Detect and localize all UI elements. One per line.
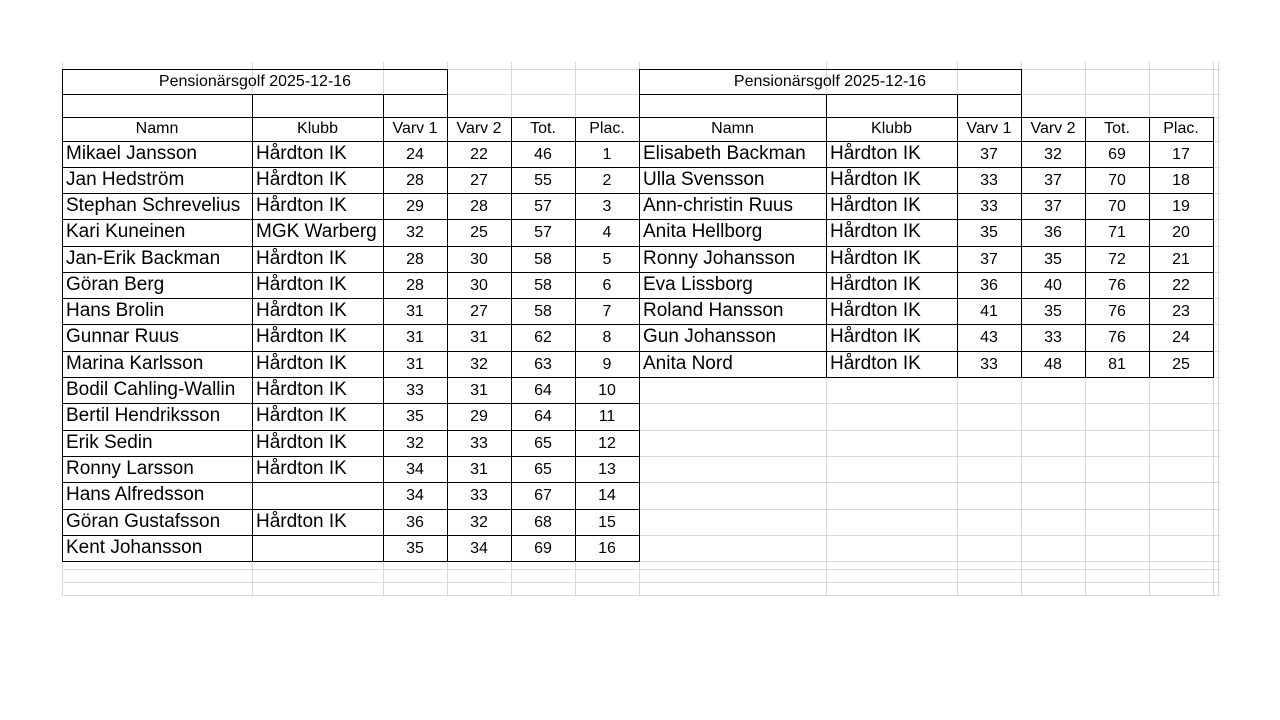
- header-klubb: Klubb: [871, 120, 912, 137]
- player-name: Ulla Svensson: [643, 169, 765, 190]
- cell-border: [639, 351, 1214, 352]
- header-varv1: Varv 1: [392, 120, 438, 137]
- placement: 22: [1172, 277, 1190, 294]
- player-name: Hans Brolin: [66, 300, 165, 321]
- total-score: 58: [534, 251, 552, 268]
- header-namn: Namn: [711, 120, 754, 137]
- varv2-score: 36: [1044, 224, 1062, 241]
- placement: 11: [598, 408, 616, 425]
- placement: 9: [602, 356, 612, 373]
- varv2-score: 30: [470, 277, 488, 294]
- varv2-score: 32: [1044, 146, 1062, 163]
- cell-border: [826, 94, 827, 378]
- cell-border: [639, 272, 1214, 273]
- cell-border: [575, 117, 576, 562]
- cell-border: [62, 456, 640, 457]
- cell-border: [62, 141, 640, 142]
- placement: 4: [602, 224, 612, 241]
- varv2-score: 27: [470, 303, 488, 320]
- player-club: Hårdton IK: [830, 274, 921, 295]
- player-club: Hårdton IK: [830, 169, 921, 190]
- cell-border: [447, 117, 448, 562]
- varv2-score: 37: [1044, 172, 1062, 189]
- cell-border: [62, 535, 640, 536]
- varv2-score: 25: [470, 224, 488, 241]
- cell-border: [639, 246, 1214, 247]
- cell-border: [1021, 69, 1022, 118]
- player-club: Hårdton IK: [256, 511, 347, 532]
- total-score: 62: [534, 329, 552, 346]
- total-score: 76: [1108, 277, 1126, 294]
- varv1-score: 28: [406, 172, 424, 189]
- placement: 15: [598, 514, 616, 531]
- total-score: 81: [1108, 356, 1126, 373]
- varv2-score: 32: [470, 356, 488, 373]
- varv1-score: 31: [406, 356, 424, 373]
- header-klubb: Klubb: [297, 120, 338, 137]
- cell-border: [1085, 117, 1086, 378]
- cell-border: [639, 193, 1214, 194]
- total-score: 63: [534, 356, 552, 373]
- player-name: Ronny Johansson: [643, 248, 796, 269]
- player-club: Hårdton IK: [256, 300, 347, 321]
- player-name: Kent Johansson: [66, 537, 203, 558]
- player-name: Bodil Cahling-Wallin: [66, 379, 236, 400]
- table-title-left: Pensionärsgolf 2025-12-16: [158, 73, 352, 90]
- player-name: Ronny Larsson: [66, 458, 194, 479]
- player-name: Ann-christin Ruus: [643, 195, 793, 216]
- varv2-score: 33: [470, 435, 488, 452]
- varv2-score: 27: [470, 172, 488, 189]
- varv1-score: 24: [406, 146, 424, 163]
- player-name: Eva Lissborg: [643, 274, 753, 295]
- header-namn: Namn: [135, 120, 179, 137]
- varv1-score: 34: [406, 461, 424, 478]
- cell-border: [1149, 117, 1150, 378]
- placement: 6: [602, 277, 612, 294]
- player-name: Kari Kuneinen: [66, 221, 186, 242]
- total-score: 57: [534, 224, 552, 241]
- placement: 12: [598, 435, 616, 452]
- cell-border: [383, 94, 384, 562]
- total-score: 55: [534, 172, 552, 189]
- total-score: 72: [1108, 251, 1126, 268]
- total-score: 67: [534, 487, 552, 504]
- player-name: Anita Hellborg: [643, 221, 763, 242]
- cell-border: [639, 219, 1214, 220]
- varv2-score: 22: [470, 146, 488, 163]
- varv2-score: 33: [470, 487, 488, 504]
- varv2-score: 34: [470, 540, 488, 557]
- cell-border: [62, 94, 448, 95]
- total-score: 71: [1108, 224, 1126, 241]
- varv2-score: 40: [1044, 277, 1062, 294]
- player-club: Hårdton IK: [256, 274, 347, 295]
- placement: 14: [598, 487, 616, 504]
- placement: 10: [598, 382, 616, 399]
- placement: 19: [1172, 198, 1190, 215]
- total-score: 46: [534, 146, 552, 163]
- player-club: Hårdton IK: [256, 458, 347, 479]
- placement: 3: [602, 198, 612, 215]
- placement: 8: [602, 329, 612, 346]
- varv2-score: 33: [1044, 329, 1062, 346]
- varv1-score: 33: [980, 356, 998, 373]
- varv1-score: 34: [406, 487, 424, 504]
- player-club: Hårdton IK: [830, 300, 921, 321]
- total-score: 64: [534, 382, 552, 399]
- placement: 17: [1172, 146, 1190, 163]
- varv2-score: 31: [470, 382, 488, 399]
- cell-border: [447, 69, 448, 118]
- player-club: Hårdton IK: [830, 248, 921, 269]
- player-club: Hårdton IK: [256, 248, 347, 269]
- varv1-score: 36: [980, 277, 998, 294]
- player-name: Gun Johansson: [643, 326, 777, 347]
- total-score: 65: [534, 435, 552, 452]
- cell-border: [62, 69, 448, 70]
- cell-border: [1213, 117, 1214, 378]
- total-score: 57: [534, 198, 552, 215]
- gridline: [62, 569, 1220, 570]
- cell-border: [62, 509, 640, 510]
- cell-border: [1021, 117, 1022, 378]
- player-name: Hans Alfredsson: [66, 484, 205, 505]
- placement: 25: [1172, 356, 1190, 373]
- varv1-score: 37: [980, 146, 998, 163]
- placement: 16: [598, 540, 616, 557]
- player-name: Jan-Erik Backman: [66, 248, 221, 269]
- cell-border: [62, 351, 640, 352]
- header-plac: Plac.: [1163, 120, 1199, 137]
- cell-border: [62, 482, 640, 483]
- varv1-score: 35: [980, 224, 998, 241]
- header-varv1: Varv 1: [966, 120, 1012, 137]
- cell-border: [62, 193, 640, 194]
- player-name: Elisabeth Backman: [643, 143, 806, 164]
- total-score: 76: [1108, 329, 1126, 346]
- varv1-score: 35: [406, 540, 424, 557]
- cell-border: [639, 167, 1214, 168]
- varv2-score: 31: [470, 329, 488, 346]
- varv1-score: 32: [406, 435, 424, 452]
- cell-border: [62, 430, 640, 431]
- player-club: Hårdton IK: [256, 169, 347, 190]
- cell-border: [62, 403, 640, 404]
- varv1-score: 33: [980, 198, 998, 215]
- placement: 7: [602, 303, 612, 320]
- cell-border: [62, 561, 640, 562]
- player-name: Stephan Schrevelius: [66, 195, 241, 216]
- header-plac: Plac.: [589, 120, 625, 137]
- cell-border: [62, 298, 640, 299]
- cell-border: [62, 324, 640, 325]
- cell-border: [62, 167, 640, 168]
- varv2-score: 31: [470, 461, 488, 478]
- placement: 2: [602, 172, 612, 189]
- cell-border: [639, 324, 1214, 325]
- cell-border: [252, 94, 253, 562]
- cell-border: [639, 141, 1214, 142]
- player-club: Hårdton IK: [830, 221, 921, 242]
- varv2-score: 35: [1044, 303, 1062, 320]
- placement: 5: [602, 251, 612, 268]
- cell-border: [62, 69, 63, 562]
- varv1-score: 31: [406, 303, 424, 320]
- total-score: 70: [1108, 172, 1126, 189]
- placement: 13: [598, 461, 616, 478]
- cell-border: [639, 69, 1022, 70]
- cell-border: [511, 117, 512, 562]
- placement: 20: [1172, 224, 1190, 241]
- header-tot: Tot.: [530, 120, 556, 137]
- total-score: 70: [1108, 198, 1126, 215]
- varv1-score: 33: [406, 382, 424, 399]
- cell-border: [639, 377, 1214, 378]
- total-score: 76: [1108, 303, 1126, 320]
- player-name: Gunnar Ruus: [66, 326, 180, 347]
- varv1-score: 28: [406, 277, 424, 294]
- cell-border: [62, 377, 640, 378]
- player-club: Hårdton IK: [830, 195, 921, 216]
- header-varv2: Varv 2: [1030, 120, 1076, 137]
- player-club: Hårdton IK: [256, 432, 347, 453]
- total-score: 68: [534, 514, 552, 531]
- player-club: Hårdton IK: [830, 143, 921, 164]
- player-name: Roland Hansson: [643, 300, 784, 321]
- cell-border: [62, 117, 640, 118]
- varv1-score: 36: [406, 514, 424, 531]
- cell-border: [639, 94, 1022, 95]
- cell-border: [639, 117, 1214, 118]
- player-club: Hårdton IK: [256, 405, 347, 426]
- player-name: Mikael Jansson: [66, 143, 197, 164]
- cell-border: [957, 94, 958, 378]
- player-club: Hårdton IK: [256, 195, 347, 216]
- placement: 18: [1172, 172, 1190, 189]
- player-club: MGK Warberg: [256, 221, 377, 242]
- player-name: Erik Sedin: [66, 432, 153, 453]
- cell-border: [62, 272, 640, 273]
- varv1-score: 32: [406, 224, 424, 241]
- varv2-score: 48: [1044, 356, 1062, 373]
- player-club: Hårdton IK: [256, 143, 347, 164]
- varv1-score: 37: [980, 251, 998, 268]
- total-score: 69: [534, 540, 552, 557]
- varv2-score: 29: [470, 408, 488, 425]
- cell-border: [62, 246, 640, 247]
- varv2-score: 37: [1044, 198, 1062, 215]
- total-score: 58: [534, 303, 552, 320]
- placement: 21: [1172, 251, 1190, 268]
- varv1-score: 29: [406, 198, 424, 215]
- player-club: Hårdton IK: [256, 379, 347, 400]
- placement: 24: [1172, 329, 1190, 346]
- table-title-right: Pensionärsgolf 2025-12-16: [733, 73, 927, 90]
- gridline: [62, 582, 1220, 583]
- total-score: 64: [534, 408, 552, 425]
- player-name: Jan Hedström: [66, 169, 185, 190]
- varv1-score: 28: [406, 251, 424, 268]
- total-score: 65: [534, 461, 552, 478]
- cell-border: [62, 219, 640, 220]
- total-score: 58: [534, 277, 552, 294]
- varv1-score: 43: [980, 329, 998, 346]
- varv2-score: 35: [1044, 251, 1062, 268]
- player-name: Göran Gustafsson: [66, 511, 221, 532]
- varv1-score: 31: [406, 329, 424, 346]
- varv2-score: 32: [470, 514, 488, 531]
- player-name: Göran Berg: [66, 274, 165, 295]
- varv1-score: 41: [980, 303, 998, 320]
- gridline: [62, 595, 1220, 596]
- player-club: Hårdton IK: [830, 353, 921, 374]
- player-club: Hårdton IK: [256, 326, 347, 347]
- player-club: Hårdton IK: [256, 353, 347, 374]
- player-name: Bertil Hendriksson: [66, 405, 221, 426]
- header-varv2: Varv 2: [456, 120, 502, 137]
- cell-border: [639, 69, 640, 378]
- header-tot: Tot.: [1104, 120, 1130, 137]
- player-club: Hårdton IK: [830, 326, 921, 347]
- varv1-score: 33: [980, 172, 998, 189]
- varv2-score: 28: [470, 198, 488, 215]
- varv2-score: 30: [470, 251, 488, 268]
- player-name: Marina Karlsson: [66, 353, 204, 374]
- cell-border: [639, 298, 1214, 299]
- placement: 1: [602, 146, 612, 163]
- player-name: Anita Nord: [643, 353, 733, 374]
- total-score: 69: [1108, 146, 1126, 163]
- placement: 23: [1172, 303, 1190, 320]
- varv1-score: 35: [406, 408, 424, 425]
